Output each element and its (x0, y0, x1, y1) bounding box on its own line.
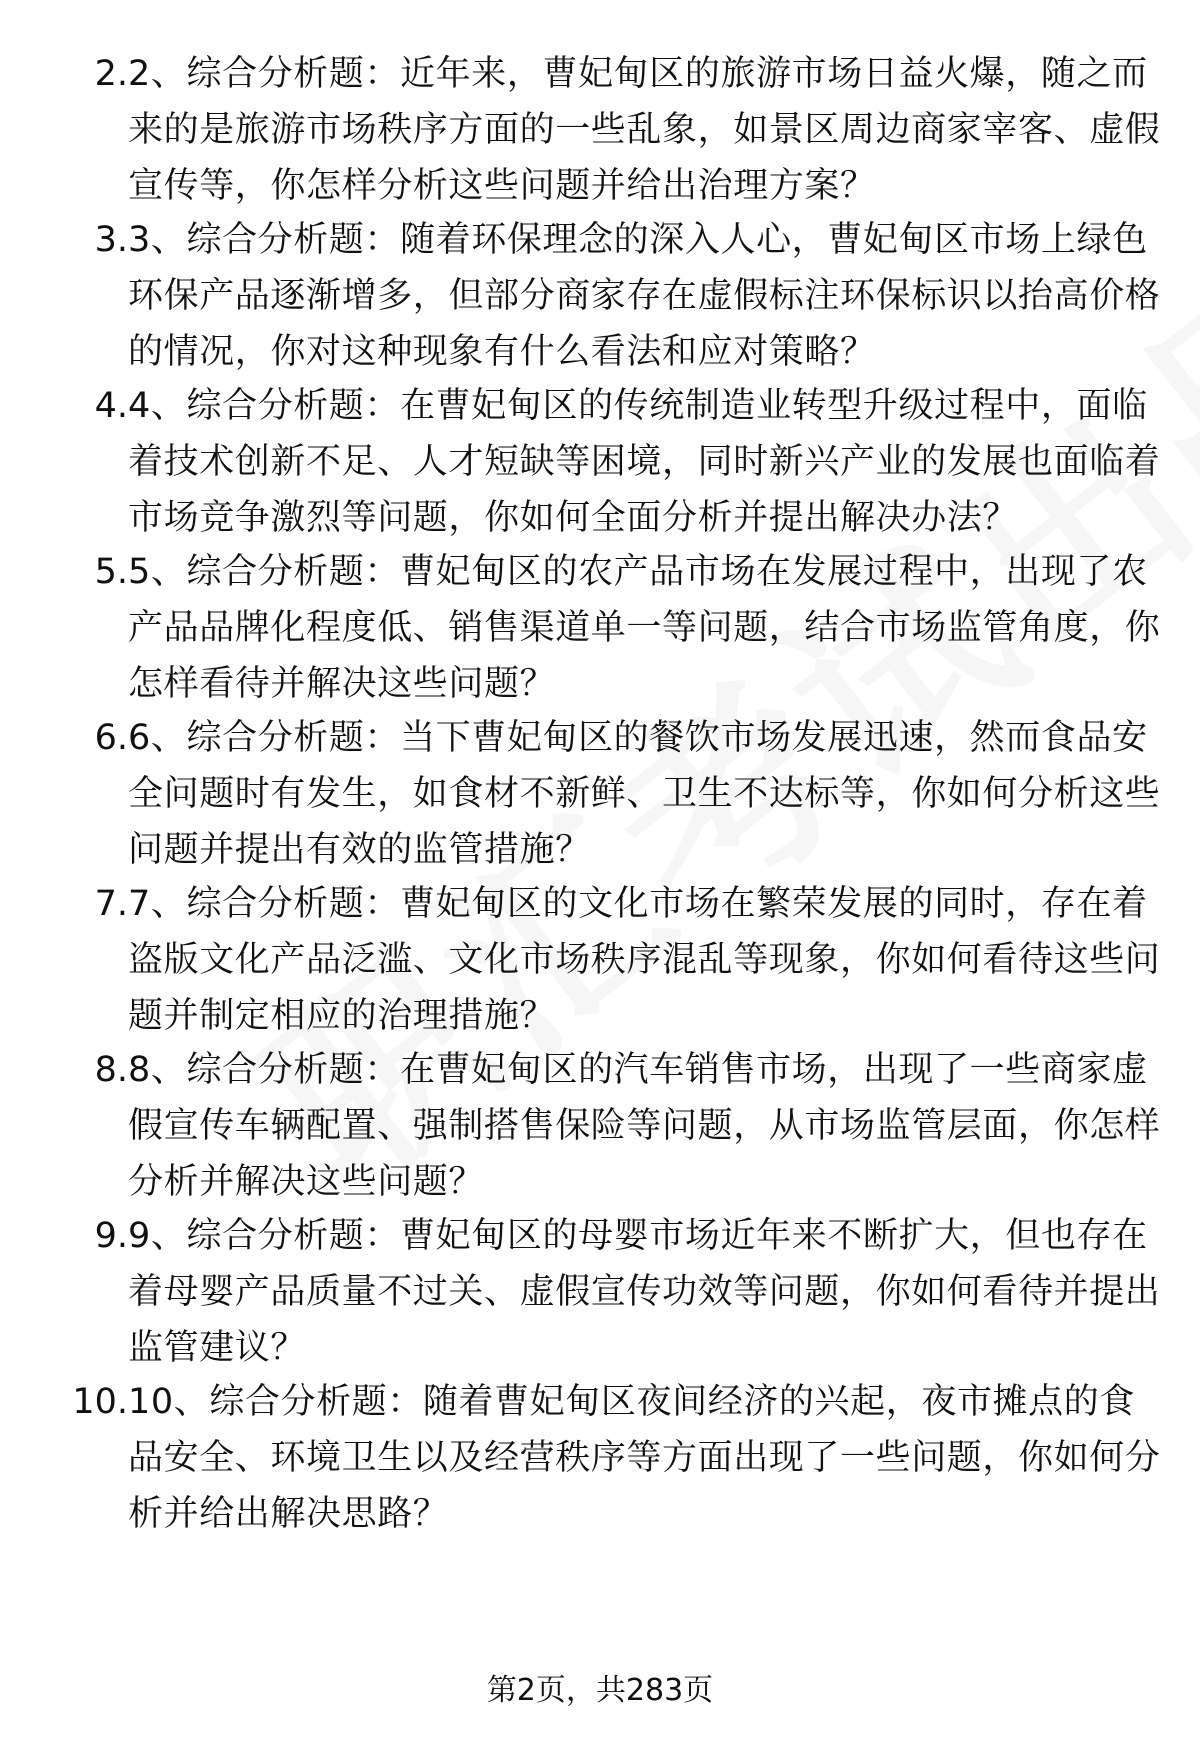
question-number: 2. (94, 54, 128, 94)
question-text: 5、综合分析题：曹妃甸区的农产品市场在发展过程中，出现了农产品品牌化程度低、销售渠道单一等问题，结合市场监管角度，你怎样看待并解决这些问题？ (128, 552, 1161, 704)
question-item (0, 378, 1200, 548)
question-number: 4. (94, 386, 128, 426)
question-number: 10. (72, 1382, 128, 1422)
question-text: 6、综合分析题：当下曹妃甸区的餐饮市场发展迅速，然而食品安全问题时有发生，如食材不新鲜、卫生不达标等，你如何分析这些问题并提出有效的监管措施？ (128, 718, 1161, 870)
question-item (0, 212, 1200, 382)
question-number: 3. (94, 220, 128, 260)
question-text: 7、综合分析题：曹妃甸区的文化市场在繁荣发展的同时，存在着盗版文化产品泛滥、文化市场秩序混乱等现象，你如何看待这些问题并制定相应的治理措施？ (128, 884, 1161, 1036)
question-text: 9、综合分析题：曹妃甸区的母婴市场近年来不断扩大，但也存在着母婴产品质量不过关、虚假宣传功效等问题，你如何看待并提出监管建议？ (128, 1216, 1161, 1368)
question-number: 5. (94, 552, 128, 592)
question-number: 6. (94, 718, 128, 758)
question-text: 8、综合分析题：在曹妃甸区的汽车销售市场，出现了一些商家虚假宣传车辆配置、强制搭售保险等问题，从市场监管层面，你怎样分析并解决这些问题？ (128, 1050, 1161, 1202)
question-item (0, 544, 1200, 714)
question-item (0, 876, 1200, 1046)
question-item (0, 46, 1200, 216)
question-text: 4、综合分析题：在曹妃甸区的传统制造业转型升级过程中，面临着技术创新不足、人才短缺等困境，同时新兴产业的发展也面临着市场竞争激烈等问题，你如何全面分析并提出解决办法？ (128, 386, 1161, 538)
question-item (0, 1374, 1200, 1544)
question-item (0, 1042, 1200, 1212)
question-text: 2、综合分析题：近年来，曹妃甸区的旅游市场日益火爆，随之而来的是旅游市场秩序方面的一些乱象，如景区周边商家宰客、虚假宣传等，你怎样分析这些问题并给出治理方案？ (128, 54, 1161, 206)
question-text: 10、综合分析题：随着曹妃甸区夜间经济的兴起，夜市摊点的食品安全、环境卫生以及经营秩序等方面出现了一些问题，你如何分析并给出解决思路？ (128, 1382, 1161, 1534)
question-number: 9. (94, 1216, 128, 1256)
question-number: 7. (94, 884, 128, 924)
question-number: 8. (94, 1050, 128, 1090)
page-footer: 第2页，共283页 (486, 1673, 714, 1708)
question-item (0, 710, 1200, 880)
question-text: 3、综合分析题：随着环保理念的深入人心，曹妃甸区市场上绿色环保产品逐渐增多，但部分商家存在虚假标注环保标识以抬高价格的情况，你对这种现象有什么看法和应对策略？ (128, 220, 1161, 372)
question-item (0, 1208, 1200, 1378)
